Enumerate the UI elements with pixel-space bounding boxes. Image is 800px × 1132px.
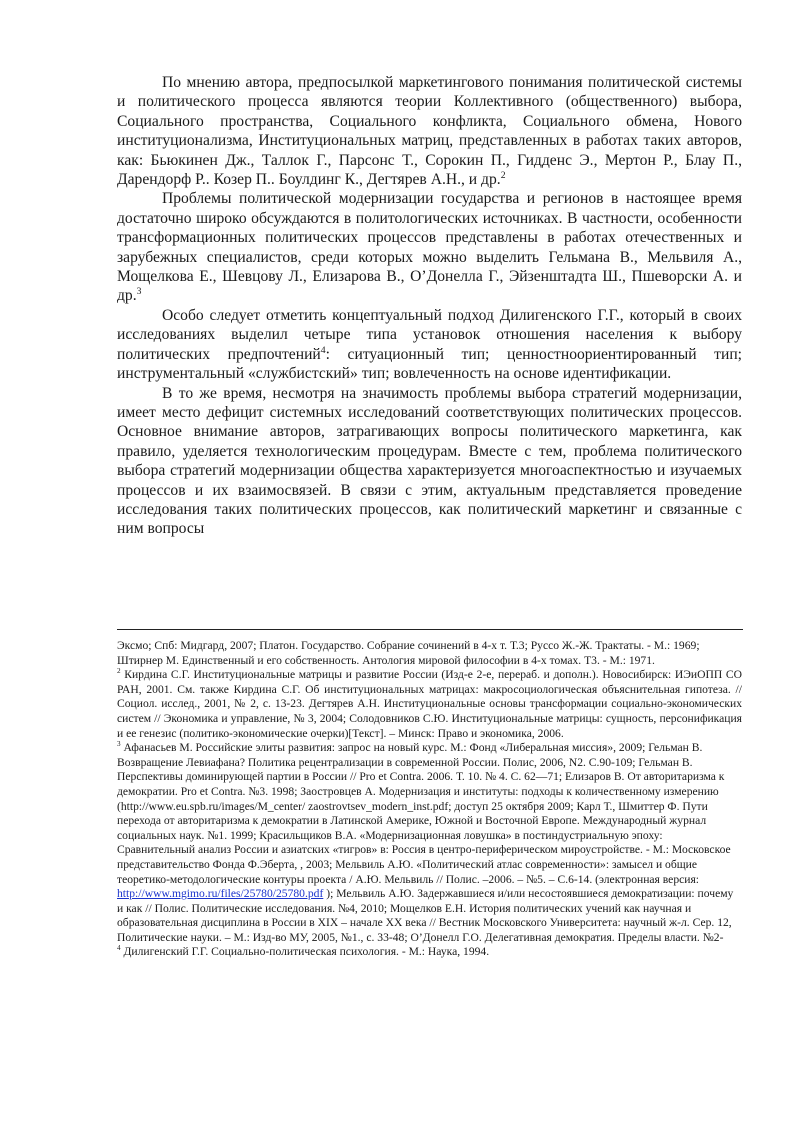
paragraph-text-after-note: : ситуационный тип; ценностноориентированный тип; инструментальный «службистский» тип; вовлеченность на основе идентификации. (117, 345, 743, 383)
footnote-mark-3: 3 (117, 740, 121, 749)
footnote-3-text-continued: ); Мельвиль А.Ю. Задержавшиеся и/или несостоявшиеся демократизации: почему и как // Полис. Политические исследования. №4, 2010; Мощелков Е.Н. История политических учений как научная и образовательная дисциплина в России в XIX – начале XX века // Вестник Московского Университета: научный ж-л. Сер. 12, Политические науки. – М.: Изд-во МУ, 2005, №1., с. 33-48; О’Донелл Г.О. Делегативная демократия. Пределы власти. №2- (117, 887, 734, 944)
main-text (117, 73, 742, 539)
paragraph-text: В то же время, несмотря на значимость проблемы выбора стратегий модернизации, имеет место дефицит системных исследований соответствующих политических процессов. Основное внимание авторов, затрагивающих вопросы политического маркетинга, как правило, уделяется технологическим процедурам. Вместе с тем, проблема политического выбора стратегий модернизации общества характеризуется многоаспектностью и изучаемых процессов и их взаимосвязей. В связи с этим, актуальным представляется проведение исследования таких политических процессов, как политический маркетинг и связанные с ним вопросы (117, 384, 742, 538)
paragraph-3 (117, 306, 742, 384)
paragraph-text: По мнению автора, предпосылкой маркетингового понимания политической системы и политического процесса являются теории Коллективного (общественного) выбора, Социального пространства, Социального конфликта, Социального обмена, Нового институционализма, Институциональных матриц, представленных в работах таких авторов, как: Бьюкинен Дж., Таллок Г., Парсонс Т., Сорокин П., Гидденс Э., Мертон Р., Блау П., Дарендорф Р.. Козер П.. Боулдинг К., Дегтярев А.Н., и др. (117, 74, 742, 189)
footnote-mark-4: 4 (117, 944, 121, 953)
mgimo-pdf-link[interactable]: http://www.mgimo.ru/files/25780/25780.pdf (117, 887, 324, 901)
footnote-ref-3[interactable]: 3 (136, 286, 142, 298)
footnotes (117, 639, 742, 960)
paragraph-4 (117, 384, 742, 539)
footnote-mark-2: 2 (117, 667, 121, 676)
footnote-4 (117, 945, 742, 960)
footnote-continuation: Эксмо; Спб: Мидгард, 2007; Платон. Государство. Собрание сочинений в 4-х т. Т.3; Руссо Ж.-Ж. Трактаты. - М.: 1969; Штирнер М. Единственный и его собственность. Антология мировой философии в 4-х томах. Т3. - М.: 1971. (117, 639, 700, 667)
footnote-ref-4[interactable]: 4 (320, 344, 326, 356)
paragraph-text: Проблемы политической модернизации государства и регионов в настоящее время достаточно широко обсуждаются в политологических источниках. В частности, особенности трансформационных политических процессов представлены в работах отечественных и зарубежных специалистов, среди которых можно выделить Гельмана В., Мельвиля А., Мощелкова Е., Шевцову Л., Елизарова В., О’Донелла Г., Эйзенштадта Ш., Пшеворски А. и др. (117, 190, 742, 305)
footnote-3-text: Афанасьев М. Российские элиты развития: запрос на новый курс. М.: Фонд «Либеральная миссия», 2009; Гельман В. Возвращение Левиафана? Политика рецентрализации в современной России. Полис, 2006, N2. С.90-109; Гельман В. Перспективы доминирующей партии в России // Pro et Contra. 2006. Т. 10. № 4. С. 62—71; Елизаров В. От авторитаризма к демократии. Pro et Contra. №3. 1998; Заостровцев А. Модернизация и институты: подходы к количественному измерению (http://www.eu.spb.ru/images/M_center/ zaostrovtsev_modern_inst.pdf; доступ 25 октября 2009; Карл Т., Шмиттер Ф. Пути перехода от авторитаризма к демократии в Латинской Америке, Южной и Восточной Европе. Международный журнал социальных наук. №1. 1999; Красильщиков В.А. «Модернизационная ловушка» в постиндустриальную эпоху: Сравнительный анализ России и азиатских «тигров» в: Россия в центро-периферическом мироустройстве. - М.: Московское представительство Фонда Ф.Эберта, , 2003; Мельвиль А.Ю. «Политический атлас современности»: замысел и общие теоретико-методологические контуры проекта / А.Ю. Мельвиль // Полис. –2006. – №5. – С.6-14. (электронная версия: (117, 741, 731, 886)
footnote-separator (117, 629, 743, 630)
paragraph-2 (117, 189, 742, 305)
paragraph-1 (117, 73, 742, 189)
footnote-2-text: Кирдина С.Г. Институциональные матрицы и развитие России (Изд-е 2-е, перераб. и дополн.). Новосибирск: ИЭиОПП СО РАН, 2001. См. также Кирдина С.Г. Об институциональных матрицах: макросоциологическая объяснительная гипотеза. // Социол. исслед., 2001, № 2, с. 13-23. Дегтярев А.Н. Институциональные основы трансформации социально-экономических систем // Экономика и управление, № 3, 2004; Солодовников С.Ю. Институциональные матрицы: сущность, персонификация и ее генезис (политико-экономические очерки)[Текст]. – Минск: Право и экономика, 2006. (117, 668, 742, 740)
footnote-ref-2[interactable]: 2 (500, 169, 506, 181)
paragraph-text-before-note: Особо следует отметить концептуальный подход Дилигенского Г.Г., который в своих исследованиях выделил четыре типа установок отношения населения к выбору политических предпочтений (117, 306, 742, 363)
footnote-4-text: Дилигенский Г.Г. Социально-политическая психология. - М.: Наука, 1994. (120, 945, 490, 959)
footnote-3 (117, 741, 742, 945)
footnote-2 (117, 668, 742, 741)
